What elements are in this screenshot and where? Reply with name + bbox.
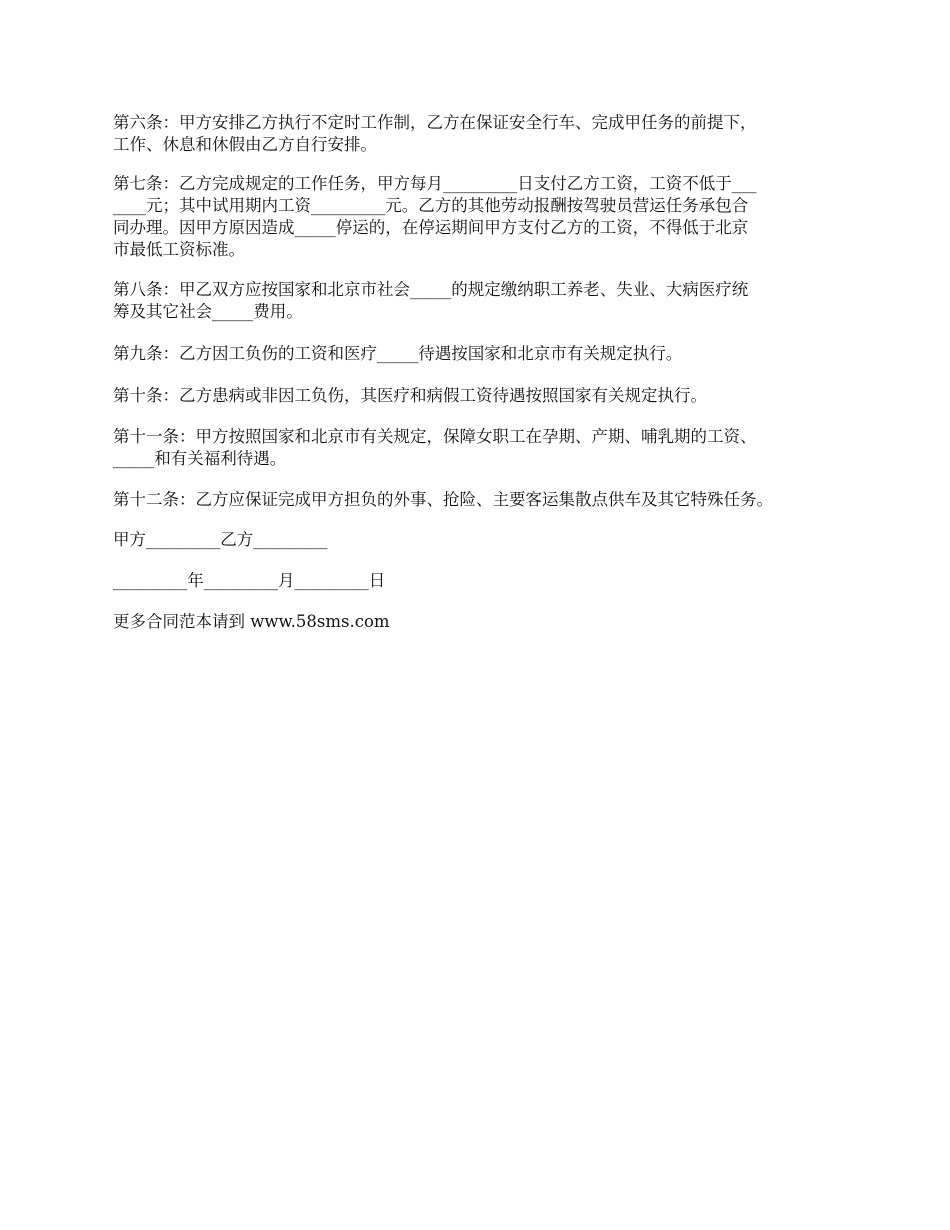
date-line: _________年_________月_________日: [113, 571, 386, 590]
clause-10: 第十条：乙方患病或非因工负伤，其医疗和病假工资待遇按照国家有关规定执行。: [113, 386, 707, 405]
clause-11: 第十一条：甲方按照国家和北京市有关规定，保障女职工在孕期、产期、哺乳期的工资、 _____和有关福利待遇。: [113, 427, 757, 468]
clause-6: 第六条：甲方安排乙方执行不定时工作制，乙方在保证安全行车、完成甲任务的前提下， 工作、休息和休假由乙方自行安排。: [113, 113, 757, 154]
clause-9: 第九条：乙方因工负伤的工资和医疗_____待遇按国家和北京市有关规定执行。: [113, 344, 683, 363]
signature-line: 甲方_________乙方_________: [113, 530, 328, 549]
clause-8: 第八条：甲乙双方应按国家和北京市社会_____的规定缴纳职工养老、失业、大病医疗统 筹及其它社会_____费用。: [113, 280, 749, 321]
document-body: [113, 112, 858, 653]
clause-7: 第七条：乙方完成规定的工作任务，甲方每月_________日支付乙方工资，工资不低于___ ____元；其中试用期内工资_________元。乙方的其他劳动报酬按驾驶员营运任务承包合 同办理。因甲方原因造成_____停运的，在停运期间甲方支付乙方的工资，不得低于北京 市最低工资标准。: [113, 174, 757, 259]
clause-12: 第十二条：乙方应保证完成甲方担负的外事、抢险、主要客运集散点供车及其它特殊任务。: [113, 490, 773, 509]
footer-note: 更多合同范本请到 www.58sms.com: [113, 612, 390, 631]
